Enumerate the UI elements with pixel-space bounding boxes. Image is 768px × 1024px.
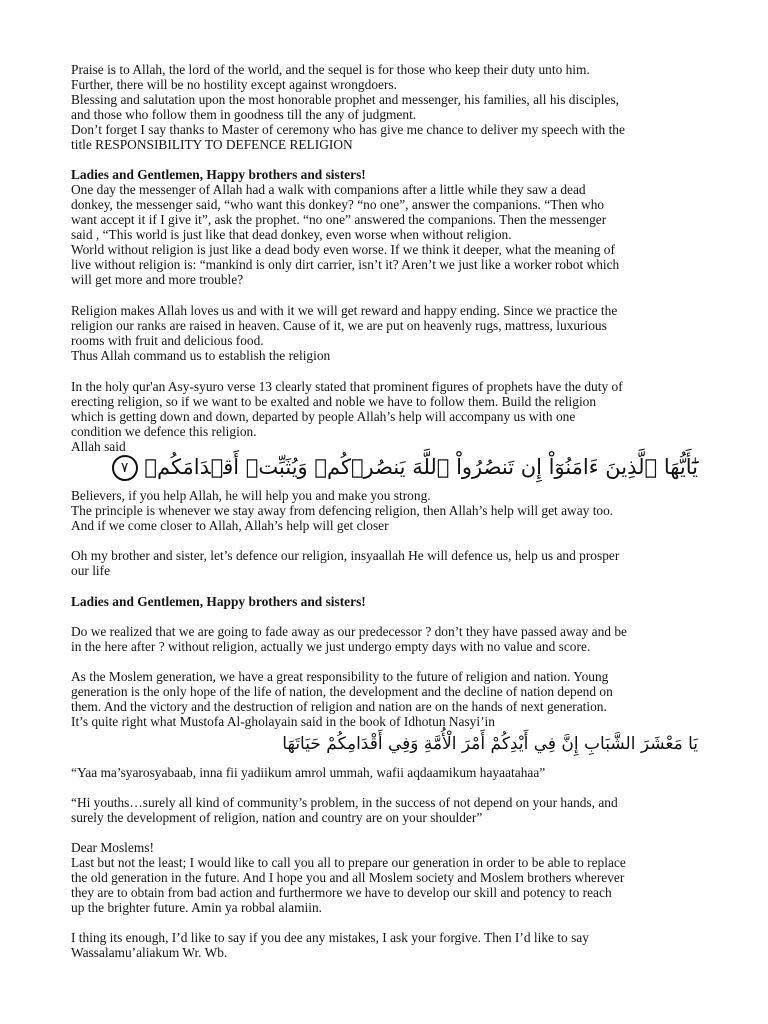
text-line: Praise is to Allah, the lord of the world, and the sequel is for those who keep their duty unto him. — [71, 62, 590, 77]
arabic-quote: يَا مَعْشَرَ الشَّبَابِ إِنَّ فِي أَيْدِكُمْ أَمْرَ الْأُمَّةِ وَفِي أَقْدَامِكُمْ حَيَاتَهَا — [282, 734, 698, 754]
text-line: religion our ranks are raised in heaven. Cause of it, we are put on heavenly rugs, mattress, luxurious — [71, 318, 607, 333]
text-line: erecting religion, so if we want to be exalted and noble we have to follow them. Build the religion — [71, 394, 597, 409]
text-line: Wassalamu’aliakum Wr. Wb. — [71, 945, 228, 960]
text-line: live without religion is: “mankind is only dirt carrier, isn’t it? Aren’t we just like a worker robot which — [71, 257, 620, 272]
text-line: will get more and more trouble? — [71, 272, 244, 287]
text-line: want accept it if I give it”, ask the prophet. “no one” answered the companions. Then the messenger — [71, 212, 607, 227]
text-line: generation is the only hope of the life of nation, the development and the decline of nation depend on — [71, 684, 613, 699]
section-heading: Ladies and Gentlemen, Happy brothers and sisters! — [71, 167, 366, 182]
text-line: and those who follow them in goodness till the any of judgment. — [71, 107, 417, 122]
text-line: It’s quite right what Mustofa Al-gholayain said in the book of Idhotun Nasyi’in — [71, 714, 495, 729]
text-line: they are to obtain from bad action and furthermore we have to develop our skill and potency to reach — [71, 885, 612, 900]
text-line: Dear Moslems! — [71, 840, 154, 855]
arabic-verse-text: يَٰٓأَيُّهَا ٱلَّذِينَ ءَامَنُوٓاْ إِن تَنصُرُواْ ٱللَّهَ يَنصُرۡكُمۡ وَيُثَبِّتۡ أَقۡدَامَكُمۡ — [144, 455, 698, 479]
text-line: them. And the victory and the destruction of religion and nation are on the hands of next generation. — [71, 699, 607, 714]
text-line: Blessing and salutation upon the most honorable prophet and messenger, his families, all his disciples, — [71, 92, 620, 107]
text-line: Believers, if you help Allah, he will help you and make you strong. — [71, 488, 431, 503]
text-line: Don’t forget I say thanks to Master of ceremony who has give me chance to deliver my speech with the — [71, 122, 625, 137]
text-line: As the Moslem generation, we have a great responsibility to the future of religion and nation. Young — [71, 669, 609, 684]
text-line: title RESPONSIBILITY TO DEFENCE RELIGION — [71, 137, 353, 152]
text-line: Allah said — [71, 439, 126, 454]
text-line: Oh my brother and sister, let’s defence our religion, insyaallah He will defence us, help us and prosper — [71, 548, 620, 563]
text-line: Thus Allah command us to establish the religion — [71, 348, 331, 363]
text-line: “Hi youths…surely all kind of community’s problem, in the success of not depend on your hands, and — [71, 795, 618, 810]
text-line: Further, there will be no hostility except against wrongdoers. — [71, 77, 397, 92]
text-line: said , “This world is just like that dead donkey, even worse when without religion. — [71, 227, 512, 242]
text-line: World without religion is just like a dead body even worse. If we think it deeper, what the meaning of — [71, 242, 615, 257]
text-line: the old generation in the future. And I hope you and all Moslem society and Moslem brothers wherever — [71, 870, 625, 885]
text-line: I thing its enough, I’d like to say if you dee any mistakes, I ask your forgive. Then I’d like to say — [71, 930, 589, 945]
text-line: In the holy qur'an Asy-syuro verse 13 clearly stated that prominent figures of prophets have the duty of — [71, 379, 623, 394]
text-line: Do we realized that we are going to fade away as our predecessor ? don’t they have passed away and be — [71, 624, 627, 639]
text-line: which is getting down and down, departed by people Allah’s help will accompany us with one — [71, 409, 576, 424]
section-heading: Ladies and Gentlemen, Happy brothers and sisters! — [71, 594, 366, 609]
text-line: And if we come closer to Allah, Allah’s help will get closer — [71, 518, 389, 533]
text-line: surely the development of religion, nation and country are on your shoulder” — [71, 810, 483, 825]
text-line: The principle is whenever we stay away from defencing religion, then Allah’s help will get away too. — [71, 503, 614, 518]
text-line: “Yaa ma’syarosyabaab, inna fii yadiikum amrol ummah, wafii aqdaamikum hayaatahaa” — [71, 765, 546, 780]
text-line: our life — [71, 563, 111, 578]
text-line: rooms with fruit and delicious food. — [71, 333, 264, 348]
text-line: Last but not the least; I would like to call you all to prepare our generation in order to be able to replace — [71, 855, 626, 870]
text-line: Religion makes Allah loves us and with it we will get reward and happy ending. Since we practice the — [71, 303, 618, 318]
ayah-number-badge: ٧ — [112, 455, 138, 481]
text-line: One day the messenger of Allah had a walk with companions after a little while they saw a dead — [71, 182, 586, 197]
arabic-verse — [106, 450, 698, 484]
text-line: in the here after ? without religion, actually we just undergo empty days with no value and score. — [71, 639, 591, 654]
text-line: up the brighter future. Amin ya robbal alamiin. — [71, 900, 323, 915]
text-line: donkey, the messenger said, “who want this donkey? “no one”, answer the companions. “Then who — [71, 197, 605, 212]
text-line: condition we defence this religion. — [71, 424, 257, 439]
